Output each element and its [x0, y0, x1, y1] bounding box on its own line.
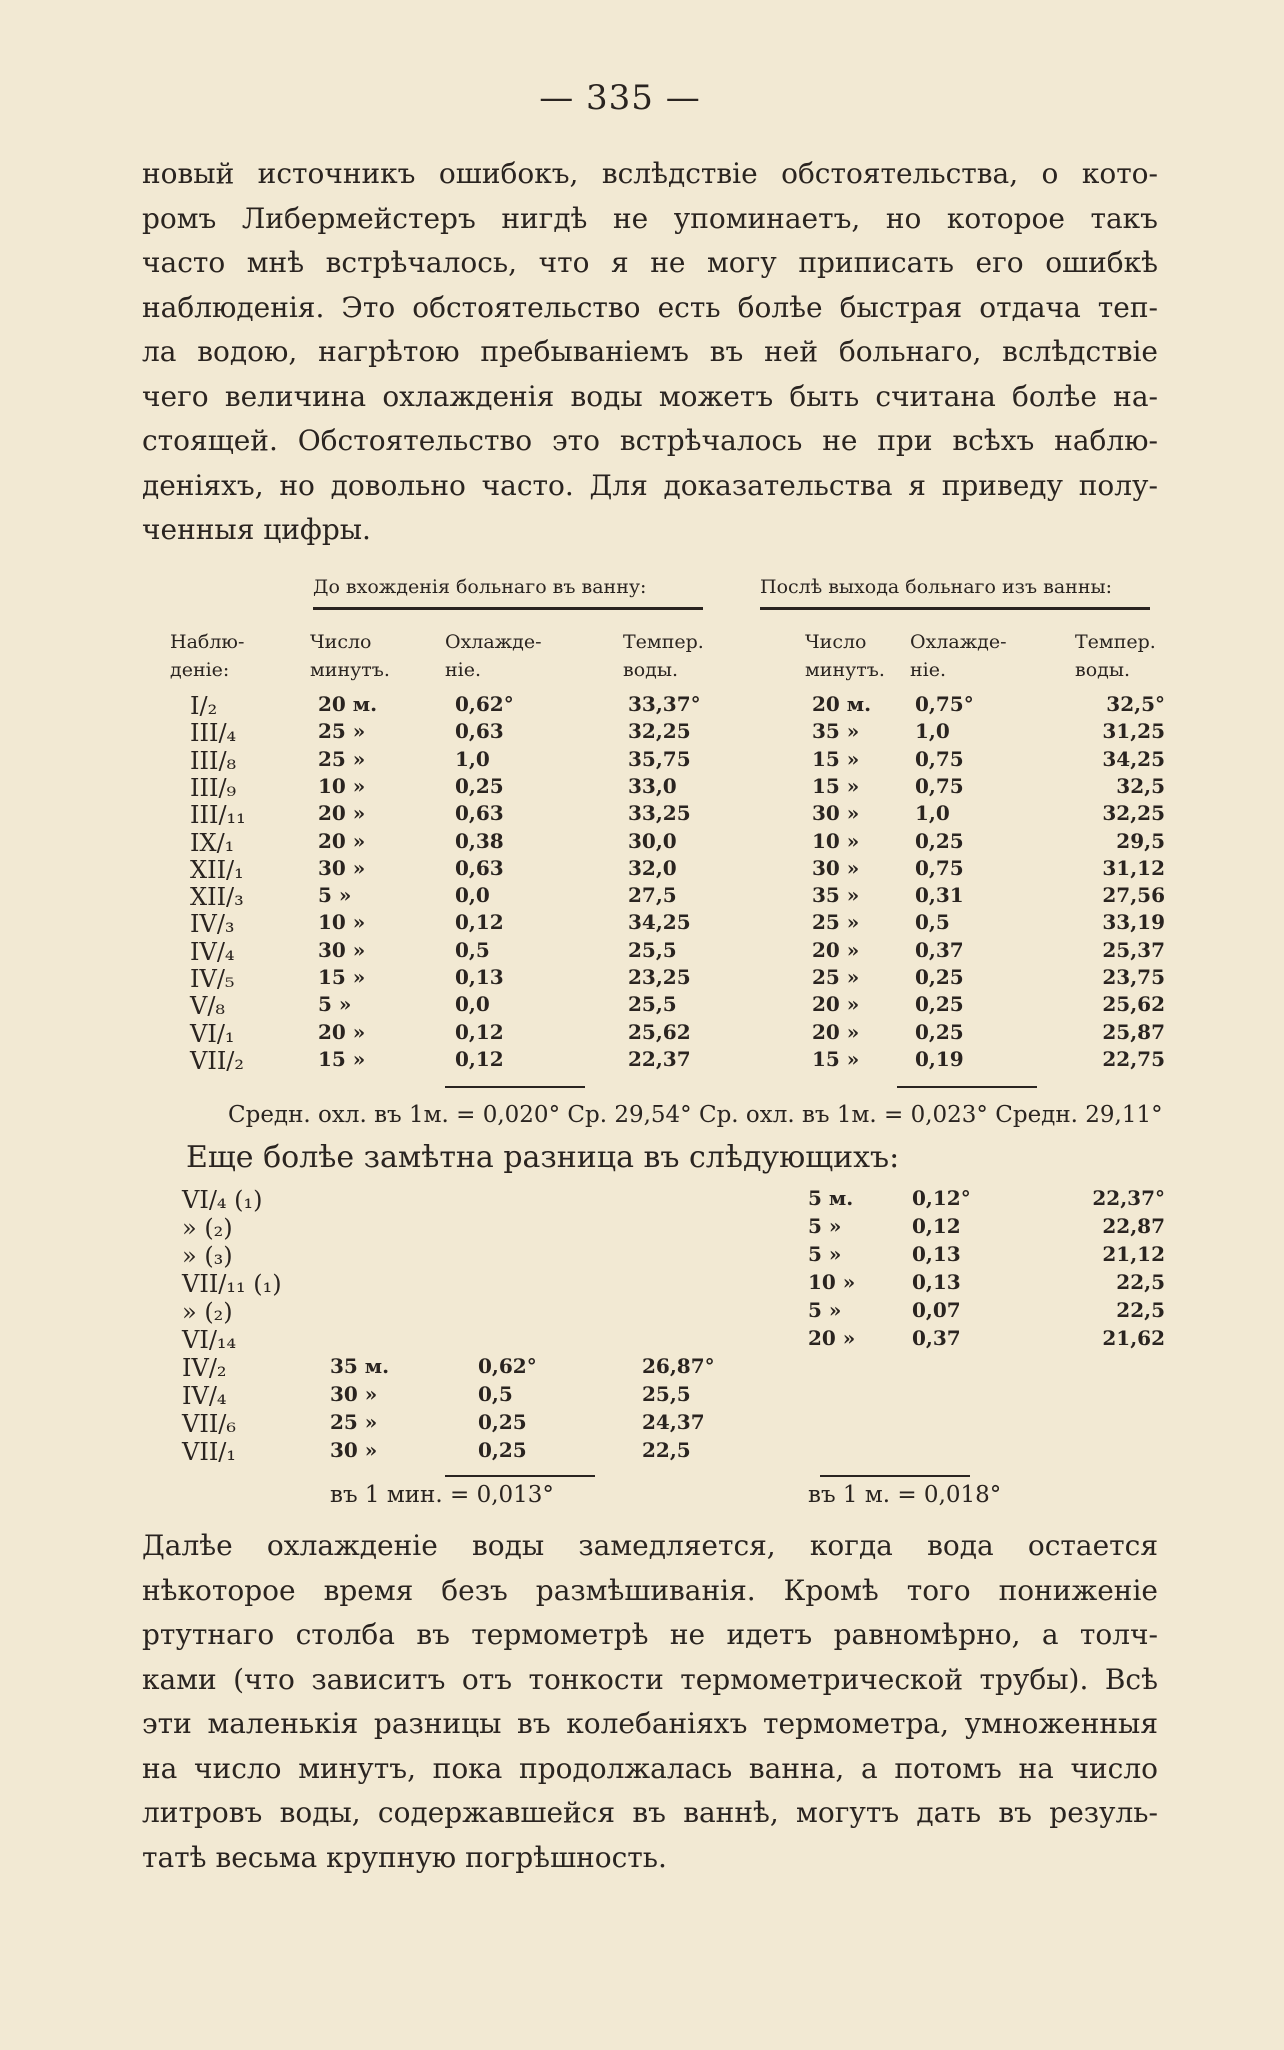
table2-cell: 24,37 — [642, 1410, 705, 1434]
table1-cell: VI/₁ — [190, 1019, 235, 1048]
brace-line-before — [313, 607, 703, 610]
table1-cell: 0,25 — [915, 828, 964, 853]
table2-cell: 0,12 — [912, 1214, 961, 1238]
table1-cell: 1,0 — [455, 746, 490, 771]
table1-cell: 27,5 — [628, 883, 677, 908]
table2-cell: IV/₂ — [182, 1354, 227, 1382]
table1-cell: 25 » — [318, 719, 366, 744]
table2-cell: 35 м. — [330, 1354, 390, 1378]
table1-cell: 10 » — [812, 828, 860, 853]
section-lead: Еще болѣе замѣтна разница въ слѣдующихъ: — [186, 1140, 900, 1175]
table2-cell: » (₂) — [182, 1298, 233, 1326]
table1-cell: 25,5 — [628, 937, 677, 962]
table1-cell: 33,25 — [628, 801, 691, 826]
table2-cell: 20 » — [808, 1326, 856, 1350]
table1-cell: 25 » — [318, 746, 366, 771]
text-line: часто мнѣ встрѣчалось, что я не могу приписать его ошибкѣ — [142, 246, 1158, 279]
table2-cell: 0,13 — [912, 1242, 961, 1266]
table2-cell: 5 » — [808, 1242, 842, 1266]
table1-cell: 30 » — [812, 801, 860, 826]
table2-summary-left: въ 1 мин. = 0,013° — [330, 1482, 554, 1508]
table1-cell: 20 м. — [318, 692, 378, 716]
intro-paragraph — [142, 152, 1158, 553]
table1-cell: 5 » — [318, 883, 352, 908]
table1-cell: 0,0 — [455, 883, 490, 908]
table1-cell: 32,25 — [1102, 801, 1165, 826]
table2-cell: 22,5 — [642, 1438, 691, 1462]
text-line: стоящей. Обстоятельство это встрѣчалось не при всѣхъ наблю- — [142, 424, 1158, 457]
text-line: ками (что зависитъ отъ тонкости термометрической трубы). Всѣ — [142, 1662, 1158, 1696]
table1-cell: 20 » — [812, 992, 860, 1017]
table1-cell: 29,5 — [1116, 828, 1165, 853]
text-line: татѣ весьма крупную погрѣшность. — [142, 1840, 667, 1874]
table1-cell: 1,0 — [915, 801, 950, 826]
table1-cell: 22,37 — [628, 1046, 691, 1071]
table1-cell: 0,25 — [915, 965, 964, 989]
table1-cell: V/₈ — [190, 992, 226, 1021]
table2-cell: 0,13 — [912, 1270, 961, 1294]
table1-cell: 30 » — [318, 937, 366, 962]
table1-cell: 20 м. — [812, 692, 872, 716]
table1-cell: 20 » — [318, 1019, 366, 1044]
text-line: наблюденія. Это обстоятельство есть болѣе быстрая отдача теп- — [142, 290, 1158, 324]
table2-cell: 22,5 — [1116, 1270, 1165, 1294]
table1-cell: 30,0 — [628, 828, 677, 853]
outro-paragraph — [142, 1524, 1158, 1880]
table1-cell: 0,75 — [915, 746, 964, 771]
table1-cell: 20 » — [318, 801, 366, 826]
table2-cell: 5 м. — [808, 1186, 854, 1210]
table2-cell: 0,62° — [478, 1354, 537, 1378]
text-line: чего величина охлажденія воды можетъ быть считана болѣе на- — [142, 379, 1158, 413]
group-header-after: Послѣ выхода больнаго изъ ванны: — [760, 576, 1113, 598]
table2-cell: 21,12 — [1102, 1242, 1165, 1266]
table2-cell: 30 » — [330, 1382, 378, 1406]
page-number: — 335 — — [539, 78, 701, 118]
text-line: на число минутъ, пока продолжалась ванна, а потомъ на число — [142, 1751, 1158, 1785]
rule — [820, 1475, 970, 1477]
table2-cell: 30 » — [330, 1438, 378, 1462]
table1-cell: III/₈ — [190, 746, 237, 775]
table1-cell: 31,12 — [1102, 855, 1165, 880]
table2-cell: VII/₆ — [182, 1410, 236, 1438]
table1-cell: 23,25 — [628, 965, 691, 989]
table1-cell: 33,19 — [1102, 910, 1165, 935]
table1-cell: 35 » — [812, 719, 860, 744]
header-temp-before: Темпер. воды. — [623, 631, 704, 681]
table1-cell: 25 » — [812, 965, 860, 989]
table2-cell: VII/₁ — [182, 1438, 236, 1466]
table1-cell: 0,5 — [455, 937, 490, 962]
table1-cell: 0,38 — [455, 828, 504, 853]
table1-cell: 22,75 — [1102, 1046, 1165, 1071]
table1-cell: III/₁₁ — [190, 801, 246, 830]
table2-cell: IV/₄ — [182, 1382, 227, 1410]
table1-cell: 32,5 — [1116, 773, 1165, 798]
header-cooling-before: Охлажде- ніе. — [445, 631, 542, 681]
table1-cell: 0,75 — [915, 773, 964, 798]
table2-cell: 25 » — [330, 1410, 378, 1434]
table1-cell: 32,0 — [628, 855, 677, 880]
table2-cell: 5 » — [808, 1214, 842, 1238]
text-line: ла водою, нагрѣтою пребываніемъ въ ней больнаго, вслѣдствіе — [142, 335, 1158, 368]
table1-cell: IX/₁ — [190, 828, 235, 857]
text-line: ромъ Либермейстеръ нигдѣ не упоминаетъ, но которое такъ — [142, 201, 1158, 235]
table1-cell: 15 » — [318, 1046, 366, 1071]
table1-cell: 33,37° — [628, 692, 701, 716]
table1-cell: 25,62 — [1102, 992, 1165, 1017]
header-minutes-before: Число минутъ. — [310, 631, 390, 681]
table1-cell: 25,5 — [628, 992, 677, 1017]
table2-cell: 0,12° — [912, 1186, 971, 1210]
table1-cell: 20 » — [318, 828, 366, 853]
table1-cell: 35,75 — [628, 746, 691, 771]
table1-cell: 25,37 — [1102, 937, 1165, 962]
table1-cell: 34,25 — [1102, 746, 1165, 771]
table1-cell: VII/₂ — [190, 1046, 244, 1075]
table1-cell: 32,25 — [628, 719, 691, 744]
group-header-before: До вхожденія больнаго въ ванну: — [313, 576, 647, 598]
table1-cell: 33,0 — [628, 773, 677, 798]
table2-cell: 0,25 — [478, 1410, 527, 1434]
table1-cell: 0,63 — [455, 719, 504, 744]
table1-cell: 30 » — [318, 855, 366, 880]
table2-cell: 0,25 — [478, 1438, 527, 1462]
table1-cell: I/₂ — [190, 692, 218, 720]
table1-cell: 0,62° — [455, 692, 514, 716]
table1-cell: 30 » — [812, 855, 860, 880]
table1-cell: XII/₁ — [190, 855, 244, 884]
table1-cell: 31,25 — [1102, 719, 1165, 744]
table1-cell: 1,0 — [915, 719, 950, 744]
table2-cell: 26,87° — [642, 1354, 715, 1378]
table2-cell: VI/₁₄ — [182, 1326, 237, 1354]
table1-cell: 0,25 — [455, 773, 504, 798]
table1-cell: 0,12 — [455, 910, 504, 935]
table1-cell: 25,87 — [1102, 1019, 1165, 1044]
table1-cell: 0,13 — [455, 965, 504, 989]
table1-cell: 0,31 — [915, 883, 964, 908]
table1-cell: 15 » — [318, 965, 366, 989]
header-minutes-after: Число минутъ. — [805, 631, 885, 681]
text-line: ртутнаго столба въ термометрѣ не идетъ равномѣрно, а толч- — [142, 1618, 1158, 1651]
table1-cell: 32,5° — [1106, 692, 1165, 716]
table2-cell: VI/₄ (₁) — [182, 1186, 263, 1214]
table1-cell: 0,25 — [915, 992, 964, 1017]
table2-cell: 25,5 — [642, 1382, 691, 1406]
table1-cell: III/₄ — [190, 719, 237, 748]
table2-cell: 22,37° — [1092, 1186, 1165, 1210]
table1-cell: 10 » — [318, 910, 366, 935]
table2-cell: 0,5 — [478, 1382, 513, 1406]
table1-cell: 23,75 — [1102, 965, 1165, 989]
table1-cell: 25 » — [812, 910, 860, 935]
table1-summary: Средн. охл. въ 1м. = 0,020° Ср. 29,54° Ср. охл. въ 1м. = 0,023° Средн. 29,11° — [228, 1102, 1163, 1128]
table1-cell: 0,25 — [915, 1019, 964, 1044]
table1-cell: 34,25 — [628, 910, 691, 935]
text-line: нѣкоторое время безъ размѣшиванія. Кромѣ того пониженіе — [142, 1573, 1158, 1607]
table1-cell: 20 » — [812, 937, 860, 962]
table1-cell: 5 » — [318, 992, 352, 1017]
table2-cell: » (₃) — [182, 1242, 233, 1270]
header-temp-after: Темпер. воды. — [1075, 631, 1156, 681]
rule — [445, 1475, 595, 1477]
rule — [897, 1086, 1037, 1088]
table1-cell: 15 » — [812, 773, 860, 798]
table1-cell: 0,63 — [455, 801, 504, 826]
rule — [445, 1086, 585, 1088]
table1-cell: 25,62 — [628, 1019, 691, 1044]
table1-cell: 20 » — [812, 1019, 860, 1044]
text-line: деніяхъ, но довольно часто. Для доказательства я приведу полу- — [142, 468, 1158, 502]
table2-cell: 5 » — [808, 1298, 842, 1322]
text-line: эти маленькія разницы въ колебаніяхъ термометра, умноженныя — [142, 1707, 1158, 1740]
brace-line-after — [760, 607, 1150, 610]
table1-cell: 10 » — [318, 773, 366, 798]
table1-cell: 15 » — [812, 746, 860, 771]
text-line: литровъ воды, содержавшейся въ ваннѣ, могутъ дать въ резуль- — [142, 1796, 1158, 1829]
table1-cell: 0,12 — [455, 1046, 504, 1071]
table2-cell: VII/₁₁ (₁) — [182, 1270, 282, 1298]
table1-cell: 0,5 — [915, 910, 950, 935]
table1-cell: 0,0 — [455, 992, 490, 1017]
table2-cell: 21,62 — [1102, 1326, 1165, 1350]
table2-cell: 22,87 — [1102, 1214, 1165, 1238]
text-line: ченныя цифры. — [142, 513, 371, 546]
table1-cell: 15 » — [812, 1046, 860, 1071]
table1-cell: 0,63 — [455, 855, 504, 880]
header-obs: Наблю- деніе: — [170, 631, 245, 681]
table1-cell: 0,37 — [915, 937, 964, 962]
table1-cell: IV/₄ — [190, 937, 235, 966]
table1-cell: 0,19 — [915, 1046, 964, 1071]
table1-cell: IV/₃ — [190, 910, 235, 939]
table2-cell: 10 » — [808, 1270, 856, 1294]
table1-cell: 0,75 — [915, 855, 964, 880]
text-line: Далѣе охлажденіе воды замедляется, когда вода остается — [142, 1529, 1158, 1562]
table2-cell: 0,07 — [912, 1298, 961, 1322]
table1-cell: 35 » — [812, 883, 860, 908]
table1-cell: XII/₃ — [190, 883, 244, 912]
header-cooling-after: Охлажде- ніе. — [910, 631, 1007, 681]
table1-cell: 27,56 — [1102, 883, 1165, 908]
table2-cell: 22,5 — [1116, 1298, 1165, 1322]
table1-cell: 0,75° — [915, 692, 974, 716]
table2-summary-right: въ 1 м. = 0,018° — [808, 1482, 1002, 1508]
table2-cell: 0,37 — [912, 1326, 961, 1350]
table1-cell: IV/₅ — [190, 965, 235, 993]
table1-cell: III/₉ — [190, 773, 237, 802]
text-line: новый источникъ ошибокъ, вслѣдствіе обстоятельства, о кото- — [142, 157, 1158, 190]
table1-cell: 0,12 — [455, 1019, 504, 1044]
table2-cell: » (₂) — [182, 1214, 233, 1242]
